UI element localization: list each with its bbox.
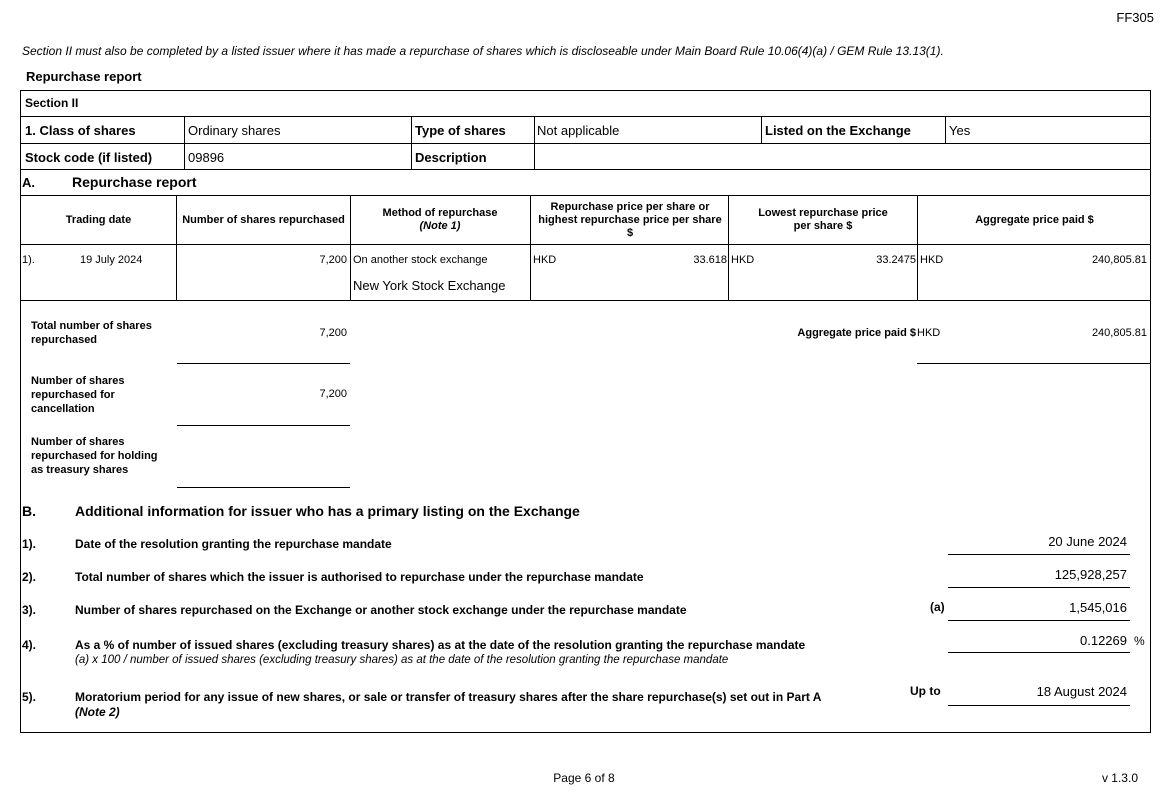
item-text: As a % of number of issued shares (excluding treasury shares) as at the date of the resolution granting the repurchase mandate: [75, 638, 806, 652]
row-shares: 7,200: [319, 254, 347, 266]
item-tag: (a): [930, 600, 945, 614]
divider: [761, 116, 762, 143]
divider: [176, 196, 177, 301]
aggregate-underline: [917, 363, 1151, 364]
row-aggregate: 240,805.81: [1091, 254, 1147, 266]
stock-code-value: 09896: [188, 150, 225, 165]
value-underline: [948, 587, 1130, 588]
form-code: FF305: [1116, 10, 1154, 25]
divider: [20, 143, 1151, 144]
class-value: Ordinary shares: [188, 123, 281, 138]
part-b-title: Additional information for issuer who has a primary listing on the Exchange: [75, 503, 580, 519]
divider: [20, 169, 1151, 170]
aggregate-label: Aggregate price paid $: [797, 327, 916, 339]
value-underline: [948, 554, 1130, 555]
part-a-title: Repurchase report: [72, 174, 197, 190]
col-price: Repurchase price per share or highest repurchase price per share $: [538, 200, 722, 239]
row-lowest: 33.2475: [876, 254, 916, 266]
divider: [350, 196, 351, 301]
version: v 1.3.0: [1101, 771, 1138, 785]
type-label: Type of shares: [415, 123, 506, 138]
divider: [20, 116, 1151, 117]
item-value: 1,545,016: [1069, 600, 1127, 615]
divider: [20, 300, 1151, 301]
total-value: 7,200: [319, 327, 347, 339]
col-lowest: Lowest repurchase price per share $: [758, 207, 888, 232]
report-title: Repurchase report: [26, 69, 142, 84]
item-value: 125,928,257: [1054, 567, 1127, 582]
item-subtext: (a) x 100 / number of issued shares (excluding treasury shares) as at the date of the resolution granting the repurchase mandate: [75, 654, 729, 666]
divider: [945, 116, 946, 143]
listed-value: Yes: [949, 123, 971, 138]
section-title: Section II: [25, 96, 79, 110]
cancellation-label: Number of shares repurchased for cancellation: [31, 375, 125, 415]
item-index: 2).: [22, 570, 37, 584]
value-underline: [948, 652, 1130, 653]
col-method-note: (Note 1): [419, 220, 461, 232]
intro-text: Section II must also be completed by a listed issuer where it has made a repurchase of shares which is discloseable under Main Board Rule 10.06(4)(a) / GEM Rule 13.13(1).: [22, 44, 944, 58]
treasury-label: Number of shares repurchased for holding as treasury shares: [31, 436, 158, 476]
item-text: Date of the resolution granting the repurchase mandate: [75, 537, 392, 551]
item-index: 5).: [22, 690, 37, 704]
aggregate-value: 240,805.81: [1091, 327, 1147, 339]
value-underline: [948, 705, 1130, 706]
aggregate-currency: HKD: [917, 327, 941, 339]
col-shares-repurchased: Number of shares repurchased: [182, 213, 345, 226]
cancellation-underline: [177, 425, 350, 426]
stock-code-label: Stock code (if listed): [25, 150, 153, 165]
item-tag: Up to: [910, 684, 941, 698]
row-date: 19 July 2024: [80, 254, 143, 266]
item-index: 4).: [22, 638, 37, 652]
cancellation-value: 7,200: [319, 388, 347, 400]
row-price: 33.618: [693, 254, 727, 266]
part-b-letter: B.: [22, 503, 36, 519]
item-value: 20 June 2024: [1048, 534, 1127, 549]
divider: [20, 244, 1151, 245]
total-label: Total number of shares repurchased: [31, 320, 152, 346]
part-a-letter: A.: [22, 175, 35, 190]
item-value: 0.12269: [1080, 633, 1127, 648]
item-text: Total number of shares which the issuer is authorised to repurchase under the repurchase mandate: [75, 570, 644, 584]
item-text: Number of shares repurchased on the Exchange or another stock exchange under the repurchase mandate: [75, 603, 687, 617]
item-index: 3).: [22, 603, 37, 617]
percent-suffix: %: [1134, 634, 1145, 648]
listed-label: Listed on the Exchange: [765, 123, 911, 138]
divider: [530, 196, 531, 301]
row-method: On another stock exchange: [353, 254, 488, 266]
row-exchange: New York Stock Exchange: [353, 278, 506, 293]
row-aggregate-currency: HKD: [920, 254, 944, 266]
row-lowest-currency: HKD: [731, 254, 755, 266]
item-value: 18 August 2024: [1036, 684, 1127, 699]
value-underline: [948, 620, 1130, 621]
row-index: 1).: [22, 254, 35, 266]
item-index: 1).: [22, 537, 37, 551]
description-label: Description: [415, 150, 487, 165]
treasury-underline: [177, 487, 350, 488]
col-trading-date: Trading date: [65, 213, 132, 226]
row-price-currency: HKD: [533, 254, 557, 266]
class-label: 1. Class of shares: [25, 123, 136, 138]
type-value: Not applicable: [537, 123, 620, 138]
col-aggregate: Aggregate price paid $: [975, 213, 1094, 226]
page-number: Page 6 of 8: [553, 771, 615, 785]
col-method-label: Method of repurchase: [382, 207, 498, 219]
total-underline: [177, 363, 350, 364]
item-text: Moratorium period for any issue of new shares, or sale or transfer of treasury shares after the share repurchase(s) set out in Part A: [75, 690, 822, 704]
divider: [917, 196, 918, 301]
item-subtext: (Note 2): [75, 705, 120, 719]
divider: [728, 196, 729, 301]
col-method: [350, 196, 530, 244]
